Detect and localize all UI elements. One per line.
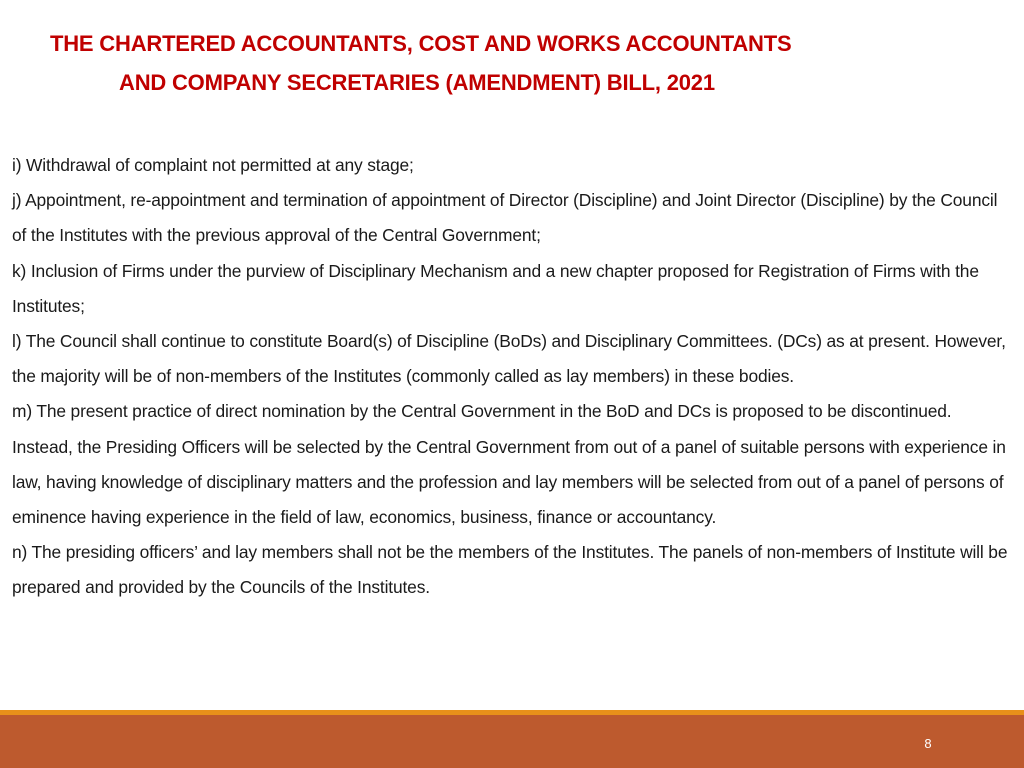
paragraph-j: j) Appointment, re-appointment and termination of appointment of Director (Discipline) and Joint Director (Discipline) by the Council of the Institutes with the previous approval of the Central Government; [12, 190, 998, 246]
paragraph-k: k) Inclusion of Firms under the purview of Disciplinary Mechanism and a new chapter proposed for Registration of Firms with the Institutes; [12, 260, 979, 316]
footer-band [0, 715, 1024, 768]
slide-body [12, 148, 1012, 606]
slide-title-line-2: AND COMPANY SECRETARIES (AMENDMENT) BILL, 2021 [119, 70, 715, 95]
paragraph-i: i) Withdrawal of complaint not permitted at any stage; [12, 155, 414, 175]
slide-title-line-1: THE CHARTERED ACCOUNTANTS, COST AND WORKS ACCOUNTANTS [50, 31, 792, 56]
paragraph-l: l) The Council shall continue to constitute Board(s) of Discipline (BoDs) and Disciplinary Committees. (DCs) as at present. However, the majority will be of non-members of the Institutes (commonly called as lay members) in these bodies. [12, 331, 1006, 387]
page-number: 8 [924, 736, 932, 751]
paragraph-m: m) The present practice of direct nomination by the Central Government in the BoD and DCs is proposed to be discontinued. Instead, the Presiding Officers will be selected by the Central Government from out of a panel of suitable persons with experience in law, having knowledge of disciplinary matters and the profession and lay members will be selected from out of a panel of persons of eminence having experience in the field of law, economics, business, finance or accountancy. [12, 401, 1006, 528]
paragraph-n: n) The presiding officers’ and lay members shall not be the members of the Institutes. The panels of non-members of Institute will be prepared and provided by the Councils of the Institutes. [12, 542, 1008, 598]
